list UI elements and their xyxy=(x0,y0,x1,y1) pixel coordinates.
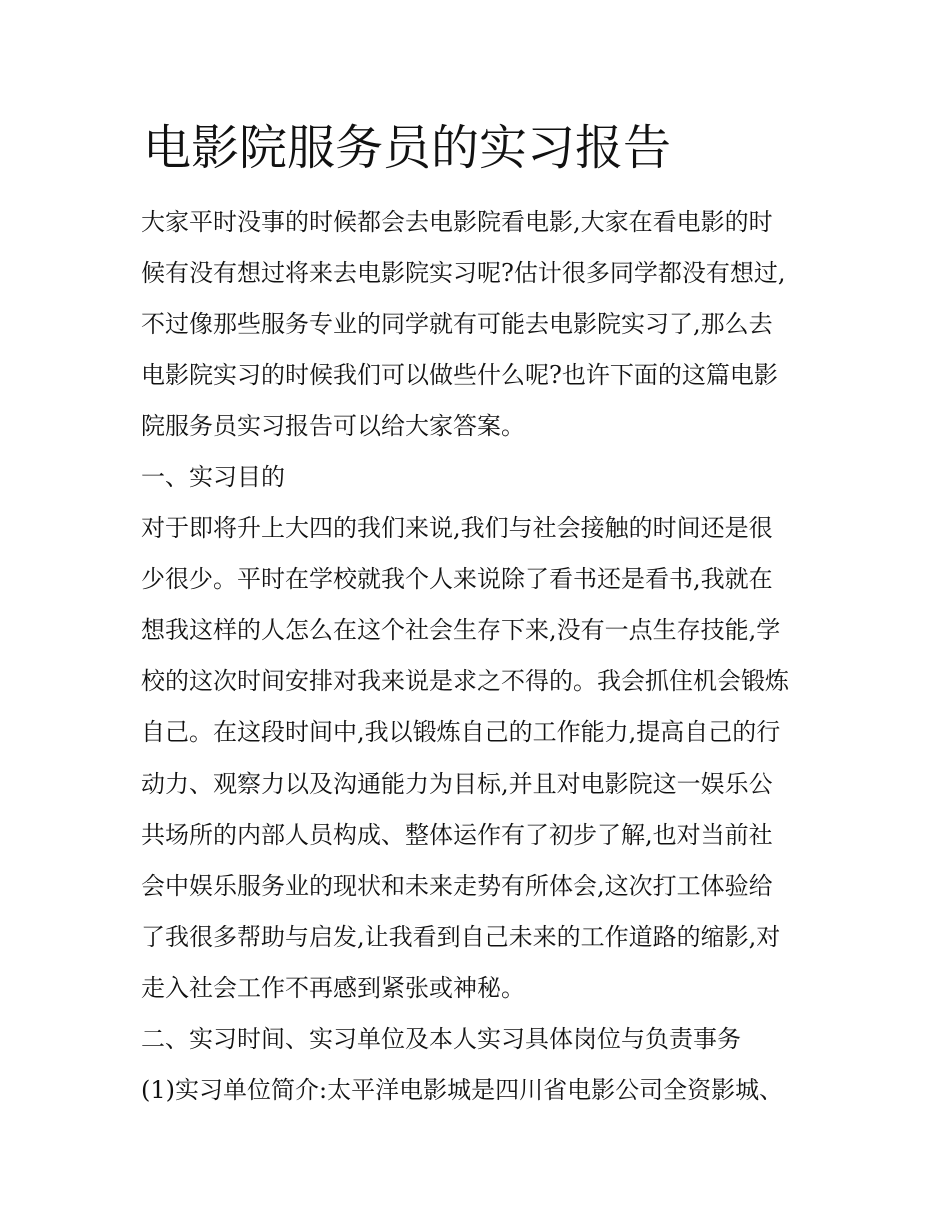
intro-line: 不过像那些服务专业的同学就有可能去电影院实习了,那么去 xyxy=(141,310,773,339)
intro-line: 候有没有想过将来去电影院实习呢?估计很多同学都没有想过, xyxy=(141,259,786,288)
section-heading-time-unit: 二、实习时间、实习单位及本人实习具体岗位与负责事务 xyxy=(141,1024,741,1053)
intro-line: 院服务员实习报告可以给大家答案。 xyxy=(141,412,525,441)
purpose-line: 校的这次时间安排对我来说是求之不得的。我会抓住机会锻炼 xyxy=(141,667,789,696)
purpose-line: 走入社会工作不再感到紧张或神秘。 xyxy=(141,973,525,1002)
purpose-line: 自己。在这段时间中,我以锻炼自己的工作能力,提高自己的行 xyxy=(141,718,781,747)
purpose-line: 了我很多帮助与启发,让我看到自己未来的工作道路的缩影,对 xyxy=(141,922,781,951)
intro-line: 电影院实习的时候我们可以做些什么呢?也许下面的这篇电影 xyxy=(141,361,778,390)
purpose-line: 共场所的内部人员构成、整体运作有了初步了解,也对当前社 xyxy=(141,820,773,849)
section-heading-purpose: 一、实习目的 xyxy=(141,463,285,492)
purpose-line: 少很少。平时在学校就我个人来说除了看书还是看书,我就在 xyxy=(141,565,773,594)
purpose-line: 会中娱乐服务业的现状和未来走势有所体会,这次打工体验给 xyxy=(141,871,773,900)
document-title: 电影院服务员的实习报告 xyxy=(143,120,672,176)
unit-intro-line: (1)实习单位简介:太平洋电影城是四川省电影公司全资影城、 xyxy=(141,1075,784,1104)
purpose-line: 动力、观察力以及沟通能力为目标,并且对电影院这一娱乐公 xyxy=(141,769,773,798)
purpose-line: 想我这样的人怎么在这个社会生存下来,没有一点生存技能,学 xyxy=(141,616,781,645)
intro-line: 大家平时没事的时候都会去电影院看电影,大家在看电影的时 xyxy=(141,208,773,236)
purpose-line: 对于即将升上大四的我们来说,我们与社会接触的时间还是很 xyxy=(141,514,773,543)
document-body xyxy=(141,197,841,1116)
